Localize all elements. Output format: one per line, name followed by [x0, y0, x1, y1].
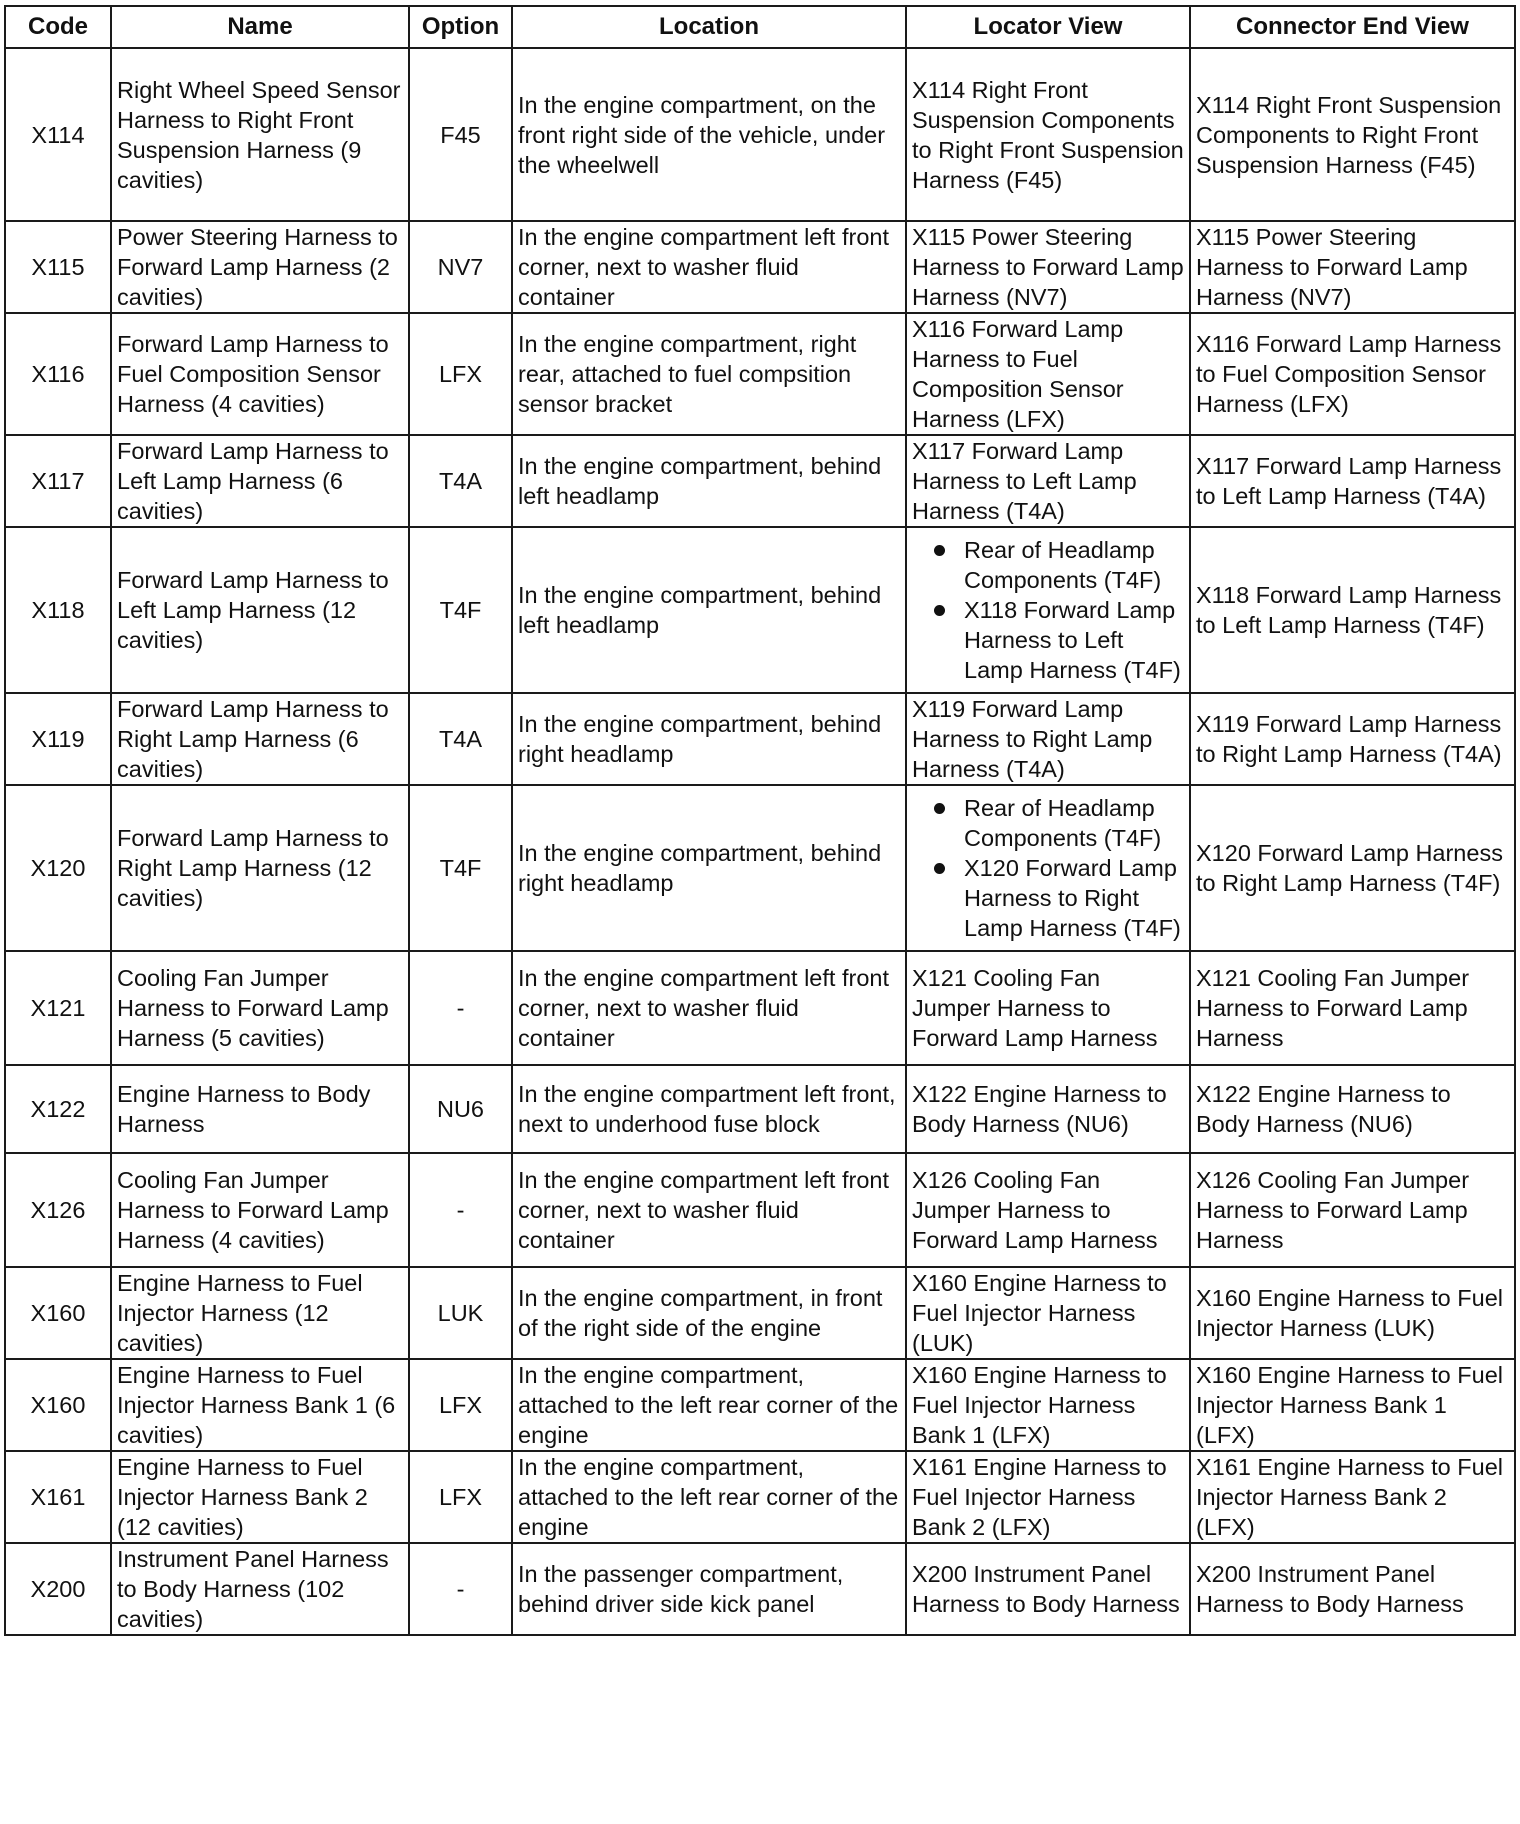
location-cell: In the engine compartment, attached to the left rear corner of the engine: [512, 1451, 906, 1543]
table-row: [5, 48, 1515, 221]
locator-view-text: X116 Forward Lamp Harness to Fuel Composition Sensor Harness (LFX): [912, 316, 1124, 432]
code-cell: X120: [5, 785, 111, 951]
locator-view-text: X117 Forward Lamp Harness to Left Lamp Harness (T4A): [912, 438, 1137, 524]
locator-view-cell: [906, 785, 1190, 951]
locator-view-cell: [906, 48, 1190, 221]
option-cell: T4A: [409, 693, 512, 785]
location-cell: In the engine compartment, behind right headlamp: [512, 785, 906, 951]
locator-view-list: [912, 535, 1184, 685]
locator-view-cell: [906, 1065, 1190, 1153]
locator-view-text: X122 Engine Harness to Body Harness (NU6): [912, 1081, 1167, 1137]
table-row: [5, 693, 1515, 785]
option-cell: T4F: [409, 785, 512, 951]
table-row: [5, 1451, 1515, 1543]
locator-view-text: X160 Engine Harness to Fuel Injector Harness (LUK): [912, 1270, 1167, 1356]
connector-end-view-cell: X160 Engine Harness to Fuel Injector Harness (LUK): [1190, 1267, 1515, 1359]
name-cell: Instrument Panel Harness to Body Harness (102 cavities): [111, 1543, 409, 1635]
connector-end-view-cell: X200 Instrument Panel Harness to Body Harness: [1190, 1543, 1515, 1635]
name-cell: Forward Lamp Harness to Left Lamp Harness (12 cavities): [111, 527, 409, 693]
locator-view-cell: [906, 221, 1190, 313]
name-cell: Forward Lamp Harness to Left Lamp Harness (6 cavities): [111, 435, 409, 527]
name-cell: Engine Harness to Body Harness: [111, 1065, 409, 1153]
connector-end-view-cell: X160 Engine Harness to Fuel Injector Harness Bank 1 (LFX): [1190, 1359, 1515, 1451]
connector-end-view-cell: X119 Forward Lamp Harness to Right Lamp Harness (T4A): [1190, 693, 1515, 785]
option-cell: LFX: [409, 1359, 512, 1451]
code-cell: X116: [5, 313, 111, 435]
name-cell: Engine Harness to Fuel Injector Harness Bank 1 (6 cavities): [111, 1359, 409, 1451]
locator-view-cell: [906, 527, 1190, 693]
name-cell: Cooling Fan Jumper Harness to Forward Lamp Harness (4 cavities): [111, 1153, 409, 1267]
locator-view-cell: [906, 1451, 1190, 1543]
table-row: [5, 1153, 1515, 1267]
connector-end-view-cell: X117 Forward Lamp Harness to Left Lamp Harness (T4A): [1190, 435, 1515, 527]
table-row: [5, 221, 1515, 313]
locator-view-cell: [906, 1267, 1190, 1359]
option-cell: LFX: [409, 1451, 512, 1543]
table-row: [5, 785, 1515, 951]
locator-view-cell: [906, 1359, 1190, 1451]
code-cell: X122: [5, 1065, 111, 1153]
connector-end-view-cell: X126 Cooling Fan Jumper Harness to Forward Lamp Harness: [1190, 1153, 1515, 1267]
connector-end-view-cell: X121 Cooling Fan Jumper Harness to Forward Lamp Harness: [1190, 951, 1515, 1065]
locator-view-text: X126 Cooling Fan Jumper Harness to Forward Lamp Harness: [912, 1167, 1158, 1253]
table-row: [5, 313, 1515, 435]
locator-view-cell: [906, 435, 1190, 527]
code-cell: X119: [5, 693, 111, 785]
header-option: Option: [409, 6, 512, 48]
code-cell: X160: [5, 1267, 111, 1359]
option-cell: -: [409, 951, 512, 1065]
locator-view-bullet-item: X118 Forward Lamp Harness to Left Lamp Harness (T4F): [912, 595, 1184, 685]
locator-view-cell: [906, 1543, 1190, 1635]
location-cell: In the engine compartment, behind left headlamp: [512, 435, 906, 527]
locator-view-bullet-item: Rear of Headlamp Components (T4F): [912, 535, 1184, 595]
header-name: Name: [111, 6, 409, 48]
name-cell: Forward Lamp Harness to Right Lamp Harness (6 cavities): [111, 693, 409, 785]
name-cell: Power Steering Harness to Forward Lamp Harness (2 cavities): [111, 221, 409, 313]
table-row: [5, 951, 1515, 1065]
header-row: [5, 6, 1515, 48]
table-row: [5, 1543, 1515, 1635]
location-cell: In the engine compartment, right rear, attached to fuel compsition sensor bracket: [512, 313, 906, 435]
header-code: Code: [5, 6, 111, 48]
code-cell: X114: [5, 48, 111, 221]
header-location: Location: [512, 6, 906, 48]
option-cell: NU6: [409, 1065, 512, 1153]
connector-end-view-cell: X116 Forward Lamp Harness to Fuel Composition Sensor Harness (LFX): [1190, 313, 1515, 435]
location-cell: In the engine compartment, behind right headlamp: [512, 693, 906, 785]
locator-view-bullet-item: X120 Forward Lamp Harness to Right Lamp Harness (T4F): [912, 853, 1184, 943]
name-cell: Cooling Fan Jumper Harness to Forward Lamp Harness (5 cavities): [111, 951, 409, 1065]
locator-view-cell: [906, 1153, 1190, 1267]
option-cell: -: [409, 1543, 512, 1635]
code-cell: X126: [5, 1153, 111, 1267]
connector-end-view-cell: X122 Engine Harness to Body Harness (NU6): [1190, 1065, 1515, 1153]
name-cell: Forward Lamp Harness to Right Lamp Harness (12 cavities): [111, 785, 409, 951]
locator-view-cell: [906, 951, 1190, 1065]
option-cell: T4F: [409, 527, 512, 693]
option-cell: -: [409, 1153, 512, 1267]
locator-view-text: X121 Cooling Fan Jumper Harness to Forward Lamp Harness: [912, 965, 1158, 1051]
locator-view-text: X160 Engine Harness to Fuel Injector Harness Bank 1 (LFX): [912, 1362, 1167, 1448]
table-row: [5, 1359, 1515, 1451]
locator-view-text: X161 Engine Harness to Fuel Injector Harness Bank 2 (LFX): [912, 1454, 1167, 1540]
option-cell: LFX: [409, 313, 512, 435]
locator-view-cell: [906, 313, 1190, 435]
locator-view-text: X114 Right Front Suspension Components to Right Front Suspension Harness (F45): [912, 76, 1184, 193]
option-cell: NV7: [409, 221, 512, 313]
location-cell: In the engine compartment, on the front right side of the vehicle, under the wheelwell: [512, 48, 906, 221]
locator-view-bullet-item: Rear of Headlamp Components (T4F): [912, 793, 1184, 853]
option-cell: F45: [409, 48, 512, 221]
option-cell: T4A: [409, 435, 512, 527]
connector-end-view-cell: X161 Engine Harness to Fuel Injector Harness Bank 2 (LFX): [1190, 1451, 1515, 1543]
location-cell: In the engine compartment left front corner, next to washer fluid container: [512, 951, 906, 1065]
location-cell: In the engine compartment, attached to the left rear corner of the engine: [512, 1359, 906, 1451]
connector-end-view-cell: X114 Right Front Suspension Components to Right Front Suspension Harness (F45): [1190, 48, 1515, 221]
location-cell: In the engine compartment, behind left headlamp: [512, 527, 906, 693]
table-row: [5, 1267, 1515, 1359]
locator-view-cell: [906, 693, 1190, 785]
connector-end-view-cell: X118 Forward Lamp Harness to Left Lamp Harness (T4F): [1190, 527, 1515, 693]
table-body: [5, 48, 1515, 1635]
table-row: [5, 1065, 1515, 1153]
location-cell: In the engine compartment left front corner, next to washer fluid container: [512, 1153, 906, 1267]
header-locator-view: Locator View: [906, 6, 1190, 48]
location-cell: In the passenger compartment, behind driver side kick panel: [512, 1543, 906, 1635]
table-row: [5, 435, 1515, 527]
name-cell: Engine Harness to Fuel Injector Harness Bank 2 (12 cavities): [111, 1451, 409, 1543]
locator-view-list: [912, 793, 1184, 943]
location-cell: In the engine compartment left front, next to underhood fuse block: [512, 1065, 906, 1153]
locator-view-text: X119 Forward Lamp Harness to Right Lamp Harness (T4A): [912, 696, 1153, 782]
code-cell: X121: [5, 951, 111, 1065]
connector-end-view-cell: X115 Power Steering Harness to Forward Lamp Harness (NV7): [1190, 221, 1515, 313]
locator-view-text: X115 Power Steering Harness to Forward Lamp Harness (NV7): [912, 224, 1184, 310]
locator-view-text: X200 Instrument Panel Harness to Body Harness: [912, 1561, 1180, 1617]
code-cell: X115: [5, 221, 111, 313]
code-cell: X118: [5, 527, 111, 693]
code-cell: X161: [5, 1451, 111, 1543]
connector-end-view-cell: X120 Forward Lamp Harness to Right Lamp Harness (T4F): [1190, 785, 1515, 951]
option-cell: LUK: [409, 1267, 512, 1359]
header-connector-end-view: Connector End View: [1190, 6, 1515, 48]
table-row: [5, 527, 1515, 693]
location-cell: In the engine compartment left front corner, next to washer fluid container: [512, 221, 906, 313]
connector-table: [4, 5, 1516, 1636]
code-cell: X200: [5, 1543, 111, 1635]
code-cell: X160: [5, 1359, 111, 1451]
code-cell: X117: [5, 435, 111, 527]
name-cell: Right Wheel Speed Sensor Harness to Right Front Suspension Harness (9 cavities): [111, 48, 409, 221]
name-cell: Forward Lamp Harness to Fuel Composition Sensor Harness (4 cavities): [111, 313, 409, 435]
table-header: [5, 6, 1515, 48]
location-cell: In the engine compartment, in front of the right side of the engine: [512, 1267, 906, 1359]
name-cell: Engine Harness to Fuel Injector Harness (12 cavities): [111, 1267, 409, 1359]
